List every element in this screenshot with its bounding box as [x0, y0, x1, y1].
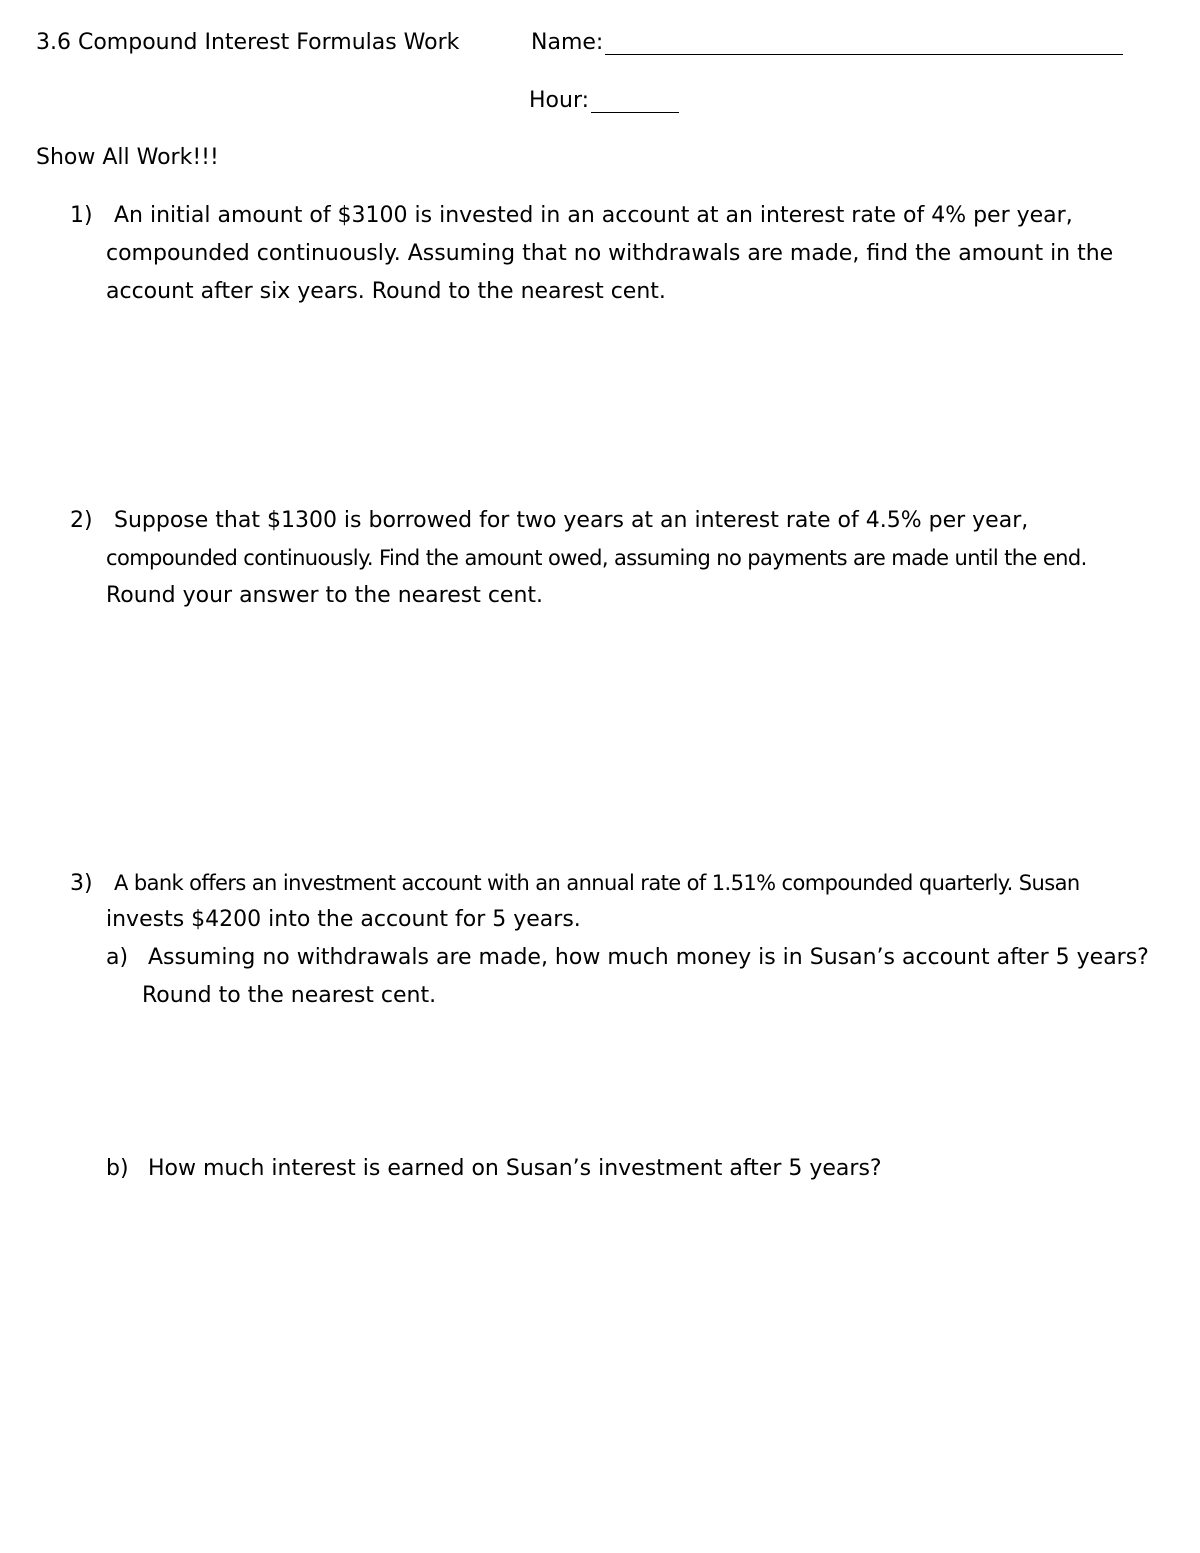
problem-number: 3)	[70, 871, 93, 896]
problem-line: Suppose that $1300 is borrowed for two years at an interest rate of 4.5% per year,	[114, 508, 1029, 533]
name-field[interactable]	[531, 30, 1123, 55]
name-blank[interactable]	[605, 32, 1123, 55]
part-line: How much interest is earned on Susan’s investment after 5 years?	[148, 1156, 882, 1181]
part-letter: a)	[106, 945, 129, 970]
problem-line: account after six years. Round to the nearest cent.	[106, 279, 666, 304]
part-line: Round to the nearest cent.	[142, 983, 437, 1008]
worksheet-title: 3.6 Compound Interest Formulas Work	[36, 30, 460, 55]
problem-number: 1)	[70, 203, 93, 228]
part-letter: b)	[106, 1156, 129, 1181]
problem-line: compounded continuously. Find the amount owed, assuming no payments are made until the end.	[106, 546, 1087, 570]
hour-label: Hour:	[529, 88, 590, 113]
instruction-text: Show All Work!!!	[36, 145, 219, 170]
problem-line: invests $4200 into the account for 5 years.	[106, 907, 581, 932]
problem-number: 2)	[70, 508, 93, 533]
problem-line: compounded continuously. Assuming that no withdrawals are made, find the amount in the	[106, 241, 1114, 266]
part-line: Assuming no withdrawals are made, how much money is in Susan’s account after 5 years?	[148, 945, 1149, 970]
name-label: Name:	[531, 30, 604, 55]
problem-line: An initial amount of $3100 is invested in an account at an interest rate of 4% per year,	[114, 203, 1073, 228]
hour-blank[interactable]	[591, 90, 679, 113]
hour-field[interactable]	[529, 88, 679, 113]
problem-line: Round your answer to the nearest cent.	[106, 583, 544, 608]
problem-line: A bank offers an investment account with an annual rate of 1.51% compounded quarterly. Susan	[114, 871, 1080, 895]
